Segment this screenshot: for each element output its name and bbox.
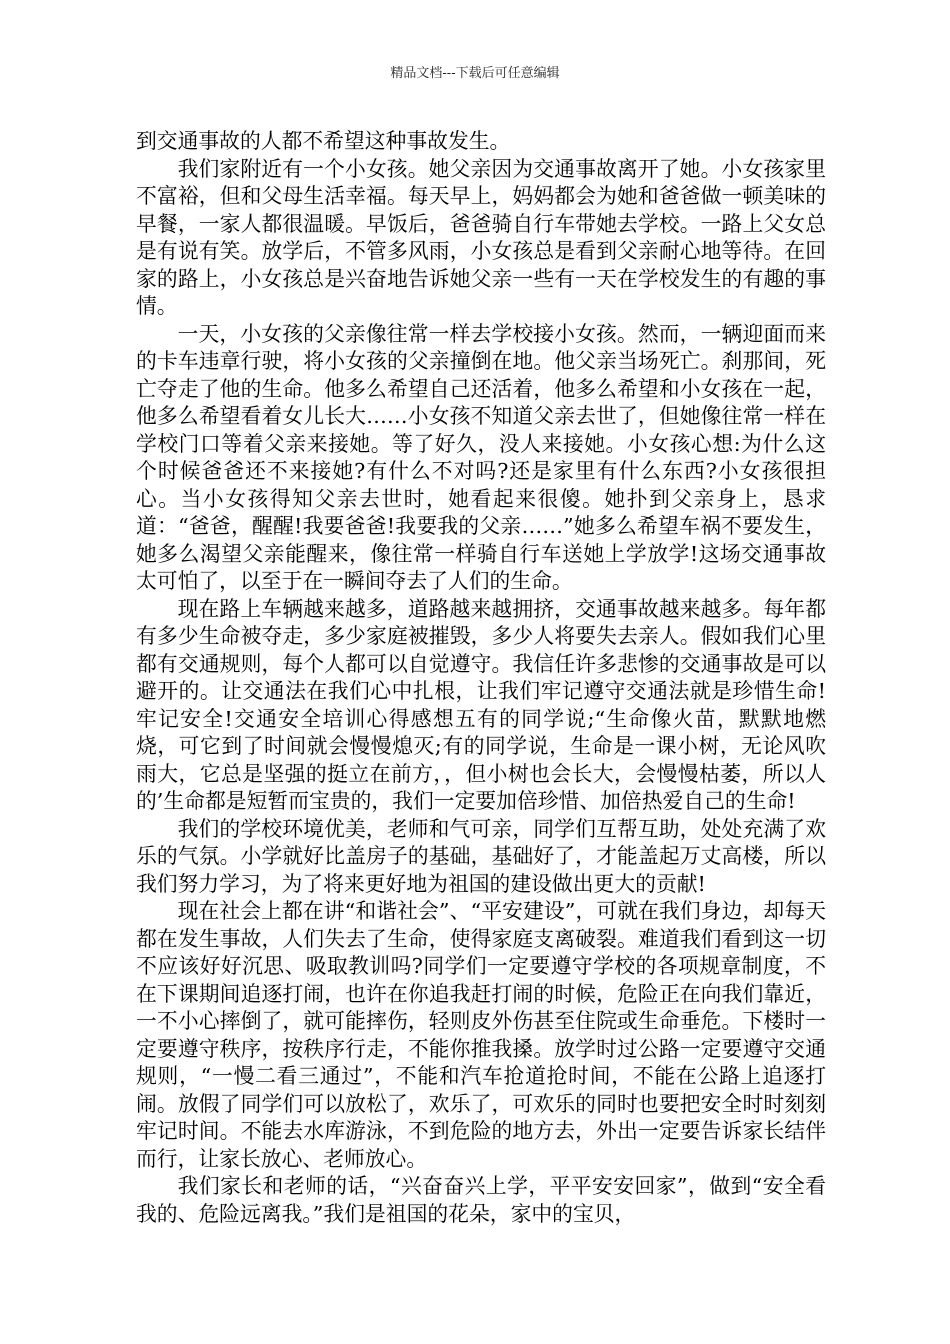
paragraph-2: 我们家附近有一个小女孩。她父亲因为交通事故离开了她。小女孩家里不富裕，但和父母生活幸福。每天早上，妈妈都会为她和爸爸做一顿美味的早餐，一家人都很温暖。早饭后，爸爸骑自行车带她去学校。一路上父女总是有说有笑。放学后，不管多风雨，小女孩总是看到父亲耐心地等待。在回家的路上，小女孩总是兴奋地告诉她父亲一些有一天在学校发生的有趣的事情。 (136, 156, 826, 318)
paragraph-4: 现在路上车辆越来越多，道路越来越拥挤，交通事故越来越多。每年都有多少生命被夺走，多少家庭被摧毁，多少人将要失去亲人。假如我们心里都有交通规则，每个人都可以自觉遵守。我信任许多悲惨的交通事故是可以避开的。让交通法在我们心中扎根，让我们牢记遵守交通法就是珍惜生命!牢记安全!交通安全培训心得感想五有的同学说;“生命像火苗，默默地燃烧，可它到了时间就会慢慢熄灭;有的同学说，生命是一课小树，无论风吹雨大，它总是坚强的挺立在前方，，但小树也会长大，会慢慢枯萎，所以人的’生命都是短暂而宝贵的，我们一定要加倍珍惜、加倍热爱自己的生命! (136, 596, 826, 813)
paragraph-3: 一天，小女孩的父亲像往常一样去学校接小女孩。然而，一辆迎面而来的卡车违章行驶，将小女孩的父亲撞倒在地。他父亲当场死亡。刹那间，死亡夺走了他的生命。他多么希望自己还活着，他多么希望和小女孩在一起，他多么希望看着女儿长大……小女孩不知道父亲去世了，但她像往常一样在学校门口等着父亲来接她。等了好久，没人来接她。小女孩心想:为什么这个时候爸爸还不来接她?有什么不对吗?还是家里有什么东西?小女孩很担心。当小女孩得知父亲去世时，她看起来很傻。她扑到父亲身上，恳求道：“爸爸，醒醒!我要爸爸!我要我的父亲……”她多么希望车祸不要发生，她多么渴望父亲能醒来，像往常一样骑自行车送她上学放学!这场交通事故太可怕了，以至于在一瞬间夺去了人们的生命。 (136, 321, 826, 593)
paragraph-6: 现在社会上都在讲“和谐社会”、“平安建设”，可就在我们身边，却每天都在发生事故，人们失去了生命，使得家庭支离破裂。难道我们看到这一切不应该好好沉思、吸取教训吗?同学们一定要遵守学校的各项规章制度，不在下课期间追逐打闹，也许在你追我赶打闹的时候，危险正在向我们靠近，一不小心摔倒了，就可能摔伤，轻则皮外伤甚至住院或生命垂危。下楼时一定要遵守秩序，按秩序行走，不能你推我搡。放学时过公路一定要遵守交通规则，“一慢二看三通过”，不能和汽车抢道抢时间，不能在公路上追逐打闹。放假了同学们可以放松了，欢乐了，可欢乐的同时也要把安全时时刻刻牢记时间。不能去水库游泳，不到危险的地方去，外出一定要告诉家长结伴而行，让家长放心、老师放心。 (136, 899, 826, 1171)
document-body (136, 128, 826, 1228)
page-header: 精品文档---下载后可任意编辑 (390, 66, 560, 81)
paragraph-7: 我们家长和老师的话，“兴奋奋兴上学，平平安安回家”，做到“安全看我的、危险远离我。”我们是祖国的花朵，家中的宝贝， (136, 1174, 826, 1226)
paragraph-5: 我们的学校环境优美，老师和气可亲，同学们互帮互助，处处充满了欢乐的气氛。小学就好比盖房子的基础，基础好了，才能盖起万丈高楼，所以我们努力学习，为了将来更好地为祖国的建设做出更大的贡献! (136, 816, 826, 896)
paragraph-1: 到交通事故的人都不希望这种事故发生。 (136, 129, 511, 153)
